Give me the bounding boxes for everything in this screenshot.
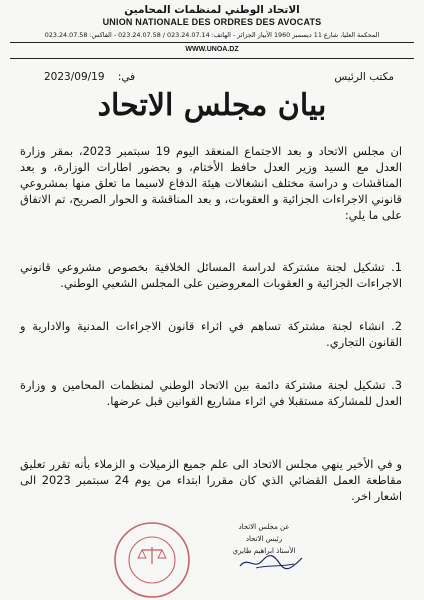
- office-label: مكتب الرئيس: [334, 71, 394, 83]
- decision-item-1: 1. تشكيل لجنة مشتركة لدراسة المسائل الخلافية بخصوص مشروعي قانوني الاجراءات الجزائية و العقوبات المعروضين على المجلس الشعبي الوطني.: [20, 260, 402, 290]
- letterhead-address: المحكمة العليا، شارع 11 ديسمبر 1960 الأبيار الجزائر - الهاتف: 023.24.07.14 / 023.24.07.58 - الفاكس: 023.24.07.58: [44, 31, 380, 39]
- handwritten-signature: [236, 552, 306, 572]
- letterhead-divider: [10, 42, 414, 43]
- page-title: بيان مجلس الاتحاد: [97, 88, 327, 123]
- letterhead-website: WWW.UNOA.DZ: [185, 46, 239, 53]
- decision-item-3: 3. تشكيل لجنة مشتركة دائمة بين الاتحاد الوطني لمنظمات المحامين و وزارة العدل للمشاركة مستقبلا في اثراء مشاريع القوانين قبل عرضها.: [20, 378, 402, 408]
- letterhead-arabic-title: الاتحاد الوطني لمنظمات المحامين: [124, 4, 300, 16]
- letterhead-french-title: UNION NATIONALE DES ORDRES DES AVOCATS: [102, 17, 322, 27]
- scales-of-justice-icon: [138, 547, 166, 564]
- intro-paragraph: ان مجلس الاتحاد و بعد الاجتماع المنعقد اليوم 19 سبتمبر 2023، بمقر وزارة العدل مع السيد وزير العدل حافظ الأختام، و بحضور اطارات الوزارة، و بعد المناقشات و دراسة مختلف انشغالات هيئة الدفاع لاسيما ما تعلق منها بمشروعي قانوني الاجراءات الجزائية و العقوبات، و بعد المناقشة و الحوار الصريح، تم الاتفاق على ما يلي:: [20, 144, 403, 222]
- document-date: 2023/09/19: [44, 71, 105, 83]
- decision-item-2: 2. انشاء لجنة مشتركة تساهم في اثراء قانون الاجراءات المدنية والادارية و القانون التجاري.: [20, 319, 402, 349]
- closing-paragraph: و في الأخير ينهي مجلس الاتحاد الى علم جميع الزميلات و الزملاء بأنه تقرر تعليق مقاطعة العمل القضائي الذي كان مقررا ابتداء من يوم 24 سبتمبر 2023 الى اشعار اخر.: [20, 457, 403, 503]
- signature-line-president: رئيس الاتحاد: [245, 535, 283, 543]
- letterhead: [0, 4, 424, 68]
- letterhead-divider-bottom: [10, 58, 414, 59]
- signature-line-council: عن مجلس الاتحاد: [238, 523, 290, 531]
- date-line: [44, 70, 135, 84]
- signature-line-name: الأستاذ ابراهيم طايري: [232, 547, 296, 555]
- official-stamp: [112, 520, 192, 600]
- date-prefix: في:: [117, 71, 136, 83]
